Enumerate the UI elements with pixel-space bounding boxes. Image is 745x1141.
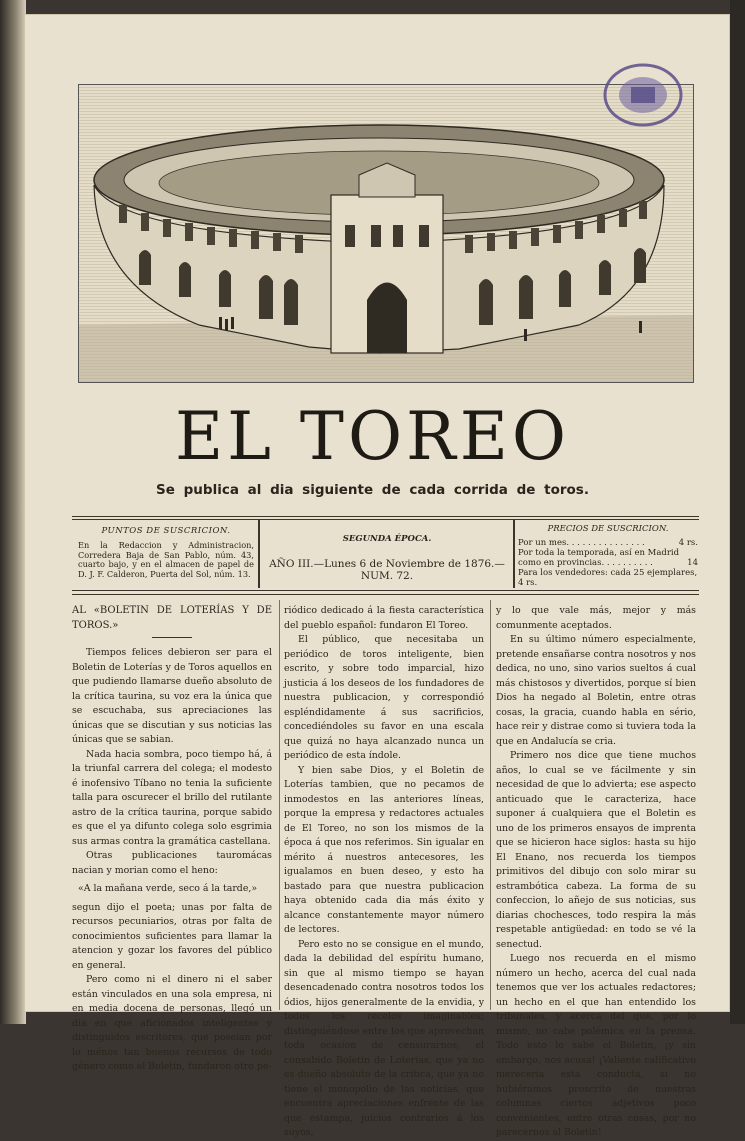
book-spine	[0, 0, 26, 1024]
bullring-illustration	[79, 85, 693, 382]
price-row-label: Por un mes. . . . . . . . . . . . . . .	[518, 538, 645, 548]
article-paragraph: Y bien sabe Dios, y el Boletin de Loterías tambien, que no pecamos de inmodestos en las anteriores líneas, porque la empresa y redactores actuales de El Toreo, no son los mismos de la época á que nos referimos. Sin igualar en mérito á nuestros antecesores, les igualamos en buen deseo, y esto ha bastado para que nuestra publicacion haya obtenido cada dia más éxito y alcance constantemente mayor número de lectores.	[284, 764, 484, 935]
masthead-subtitle: Se publica al dia siguiente de cada corrida de toros.	[156, 482, 589, 498]
article-column-3	[496, 604, 696, 1141]
issue-info	[262, 524, 512, 582]
subscription-points	[78, 526, 254, 594]
article-quote: «A la mañana verde, seco á la tarde,»	[78, 883, 258, 894]
article-column-2	[284, 604, 484, 1141]
header-divider-right	[513, 520, 515, 588]
subscription-prices-label: PRECIOS DE SUSCRICION.	[547, 524, 669, 534]
column-divider	[279, 600, 280, 1010]
library-stamp-icon	[601, 62, 685, 128]
price-row-label: Para los vendedores: cada 25 ejemplares, 4 rs.	[518, 568, 698, 588]
masthead-title: EL TOREO	[174, 398, 571, 475]
article-paragraph: Tiempos felices debieron ser para el Boletin de Loterías y de Toros aquellos en que pudiendo llamarse dueño absoluto de la crítica taurina, su voz era la única que se escuchaba, sus apreciaciones las únicas que se discutian y sus noticias las únicas que se sabian.	[72, 647, 272, 745]
header-rule-top-2	[72, 519, 699, 520]
column-divider	[490, 600, 491, 1010]
header-rule-bottom-2	[72, 594, 699, 595]
article-paragraph: En su último número especialmente, pretende ensañarse contra nosotros y nos dedica, no uno, sino varios sueltos á cual más chistosos y divertidos, porque sí bien Dios ha negado al Boletin, entre otras cosas, la gracia, cuando habla en sério, hace reir y distrae como si tuviera toda la que en Andalucía se cria.	[496, 634, 696, 747]
article-column-1	[72, 604, 272, 1075]
subscription-points-text: En la Redaccion y Administracion, Corredera Baja de San Pablo, núm. 43, cuarto bajo, y en el almacen de papel de D. J. F. Calderon, Puerta del Sol, núm. 13.	[78, 540, 254, 579]
header-rule-top	[72, 516, 699, 517]
article-paragraph: Pero como ni el dinero ni el saber están vinculados en una sola empresa, ni en media docena de personas, llegó un dia en que aficionados inteligentes y distinguidos escritores, que poseian por lo ménos tan buenos recursos de todo género como el Boletin, fundaron otro pe-	[72, 974, 272, 1072]
article-paragraph: segun dijo el poeta; unas por falta de recursos pecuniarios, otras por falta de conocimientos suficientes para llamar la atencion y gozar los favores del público en general.	[72, 901, 272, 971]
article-paragraph: Primero nos dice que tiene muchos años, lo cual se ve fácilmente y sin necesidad de que lo advierta; ese aspecto anticuado que le caracteriza, hace suponer á cualquiera que el Boletin es uno de los primeros ensayos de imprenta que se hicieron hace siglos: hasta su hijo El Enano, nos recuerda los tiempos primitivos del dibujo con solo mirar su estrambótica cabeza. La forma de su confeccion, lo añejo de sus noticias, sus diarias chochesces, todo respira la más respetable antigüedad: en todo se vé la senectud.	[496, 750, 696, 950]
header-divider-left	[258, 520, 260, 588]
bullring-engraving-icon	[78, 84, 694, 383]
price-row	[518, 558, 698, 568]
price-row	[518, 538, 698, 548]
issue-epoca: SEGUNDA ÉPOCA.	[342, 534, 432, 544]
article-paragraph: El público, que necesitaba un periódico de toros inteligente, bien escrito, y sobre todo imparcial, hizo justicia á los deseos de los fundadores de nuestra publicacion, y correspondió espléndidamente á sus sacrificios, concediéndoles su favor en una escala que quizá no haya alcanzado nunca un periódico de esta índole.	[284, 634, 484, 761]
article-heading: AL «BOLETIN DE LOTERÍAS Y DE TOROS.»	[72, 605, 272, 631]
issue-line: AÑO III.—Lunes 6 de Noviembre de 1876.—NUM. 72.	[269, 558, 505, 582]
article-paragraph: Luego nos recuerda en el mismo número un hecho, acerca del cual nada tenemos que ver los actuales redactores; un hecho en el que han entendido los tribunales, y acerca del que, por lo mismo, no cabe polémica en la prensa. Todo esto lo sabe el Boletin, ¡y sin embargo, nos acusa! ¡Valiente calificativo merecería esta conducta, si no hubiéramos proscrito de nuestras columnas ciertos adjetivos poco convenientes, entre otras cosas, por no parecernos al Boletin!	[496, 953, 696, 1138]
price-row-value: 4 rs.	[678, 538, 698, 548]
subscription-prices	[518, 524, 698, 588]
article-paragraph: riódico dedicado á la fiesta característica del pueblo español: fundaron El Toreo.	[284, 605, 484, 631]
price-row	[518, 568, 698, 588]
subscription-points-label: PUNTOS DE SUSCRICION.	[101, 526, 231, 536]
price-row-label: como en provincias. . . . . . . . . .	[518, 558, 653, 568]
price-row	[518, 548, 698, 558]
price-row-value: 14	[687, 558, 698, 568]
article-paragraph: Nada hacia sombra, poco tiempo há, á la triunfal carrera del colega; el modesto é inofensivo Tíbano no tenia la suficiente talla para oscurecer el brillo del rutilante astro de la crítica taurina, porque sabido es que el ya difunto colega solo esgrimia sus armas contra la gramática castellana.	[72, 748, 272, 847]
article-paragraph: Pero esto no se consigue en el mundo, dada la debilidad del espíritu humano, sin que al mismo tiempo se hayan desencadenado contra nosotros todos los ódios, hijos generalmente de la envidia, y todos los recelos imaginables; distinguiéndose entre los que aprovechan toda ocasion de censurarnos, el consabido Boletin de Loterías, que ya no es dueño absoluto de la crítica, que ya no tiene el monopolio de las noticias, que encuentra apreciaciones enfrente de las que estampa, juicios contrarios á los suyos,	[284, 938, 484, 1138]
scan-edge	[730, 0, 745, 1024]
heading-divider	[152, 637, 192, 638]
price-row-label: Por toda la temporada, así en Madrid	[518, 548, 680, 558]
article-paragraph: Otras publicaciones tauromácas nacian y morian como el heno:	[72, 850, 272, 876]
article-paragraph: y lo que vale más, mejor y más comunmente aceptados.	[496, 605, 696, 631]
